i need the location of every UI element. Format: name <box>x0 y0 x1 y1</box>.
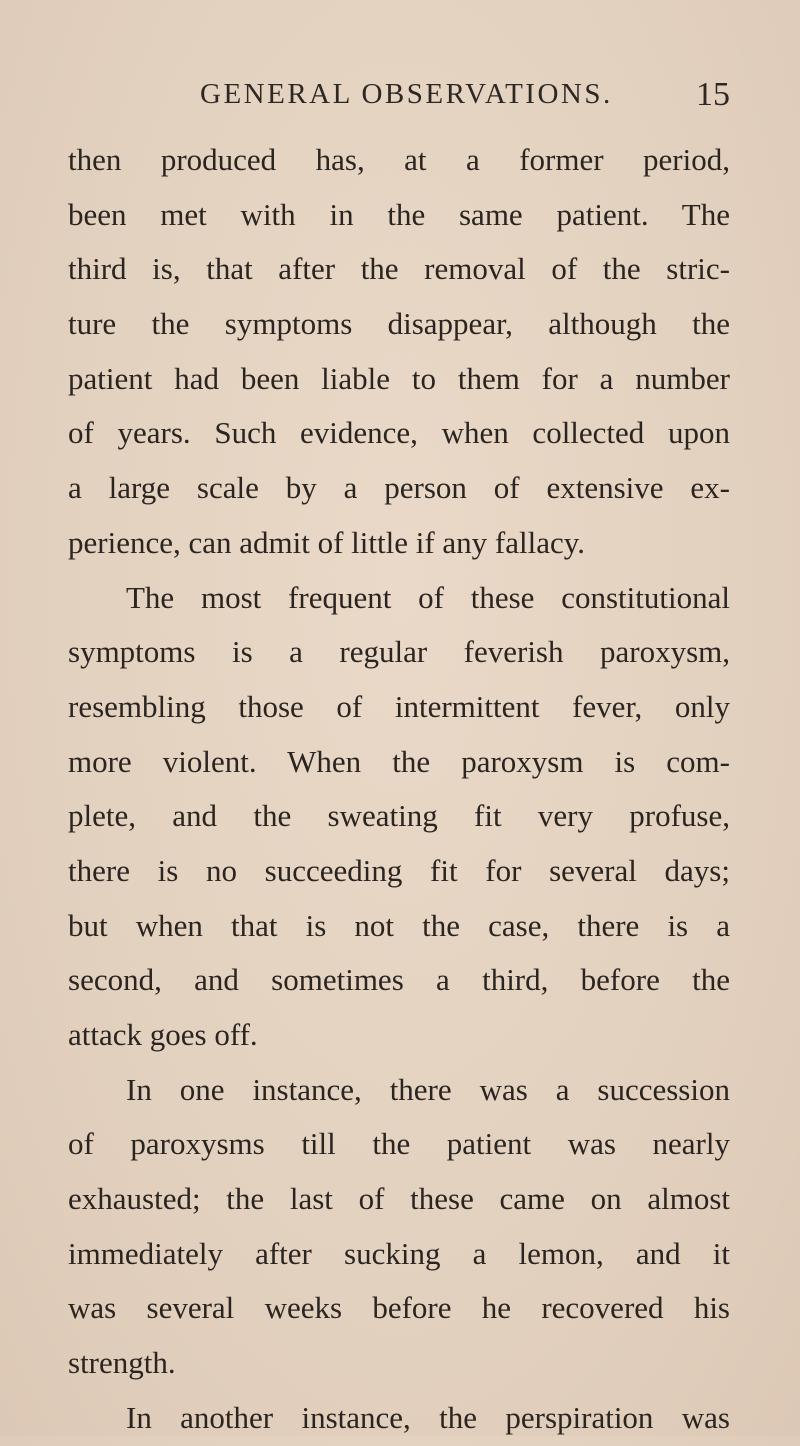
text-line: resembling those of intermittent fever, only <box>68 688 730 724</box>
text-line: In one instance, there was a succession <box>126 1071 730 1107</box>
running-head-title: GENERAL OBSERVATIONS. <box>200 78 613 110</box>
text-line: of years. Such evidence, when collected upon <box>68 415 730 451</box>
body-text <box>68 133 730 1446</box>
text-line: perience, can admit of little if any fallacy. <box>68 524 585 560</box>
text-line: was several weeks before he recovered his <box>68 1290 730 1326</box>
text-line: of paroxysms till the patient was nearly <box>68 1126 730 1162</box>
text-line: patient had been liable to them for a number <box>68 360 730 396</box>
text-line: strength. <box>68 1345 176 1381</box>
text-line: In another instance, the perspiration was <box>126 1399 730 1435</box>
text-line: symptoms is a regular feverish paroxysm, <box>68 634 730 670</box>
text-line: more violent. When the paroxysm is com- <box>68 743 730 779</box>
text-line: third is, that after the removal of the stric- <box>68 251 730 287</box>
text-line: ture the symptoms disappear, although the <box>68 306 730 342</box>
page-number: 15 <box>696 76 730 113</box>
text-line: exhausted; the last of these came on almost <box>68 1181 730 1217</box>
text-line: immediately after sucking a lemon, and it <box>68 1235 730 1271</box>
text-line: a large scale by a person of extensive ex- <box>68 470 730 506</box>
text-line: plete, and the sweating fit very profuse, <box>68 798 730 834</box>
running-head <box>68 78 730 122</box>
text-line: but when that is not the case, there is a <box>68 907 730 943</box>
text-line: then produced has, at a former period, <box>68 142 730 177</box>
text-line: been met with in the same patient. The <box>68 196 730 232</box>
text-line: attack goes off. <box>68 1017 258 1052</box>
text-line: there is no succeeding fit for several days; <box>68 852 730 888</box>
text-line: The most frequent of these constitutional <box>126 579 730 615</box>
text-line: second, and sometimes a third, before the <box>68 962 730 998</box>
